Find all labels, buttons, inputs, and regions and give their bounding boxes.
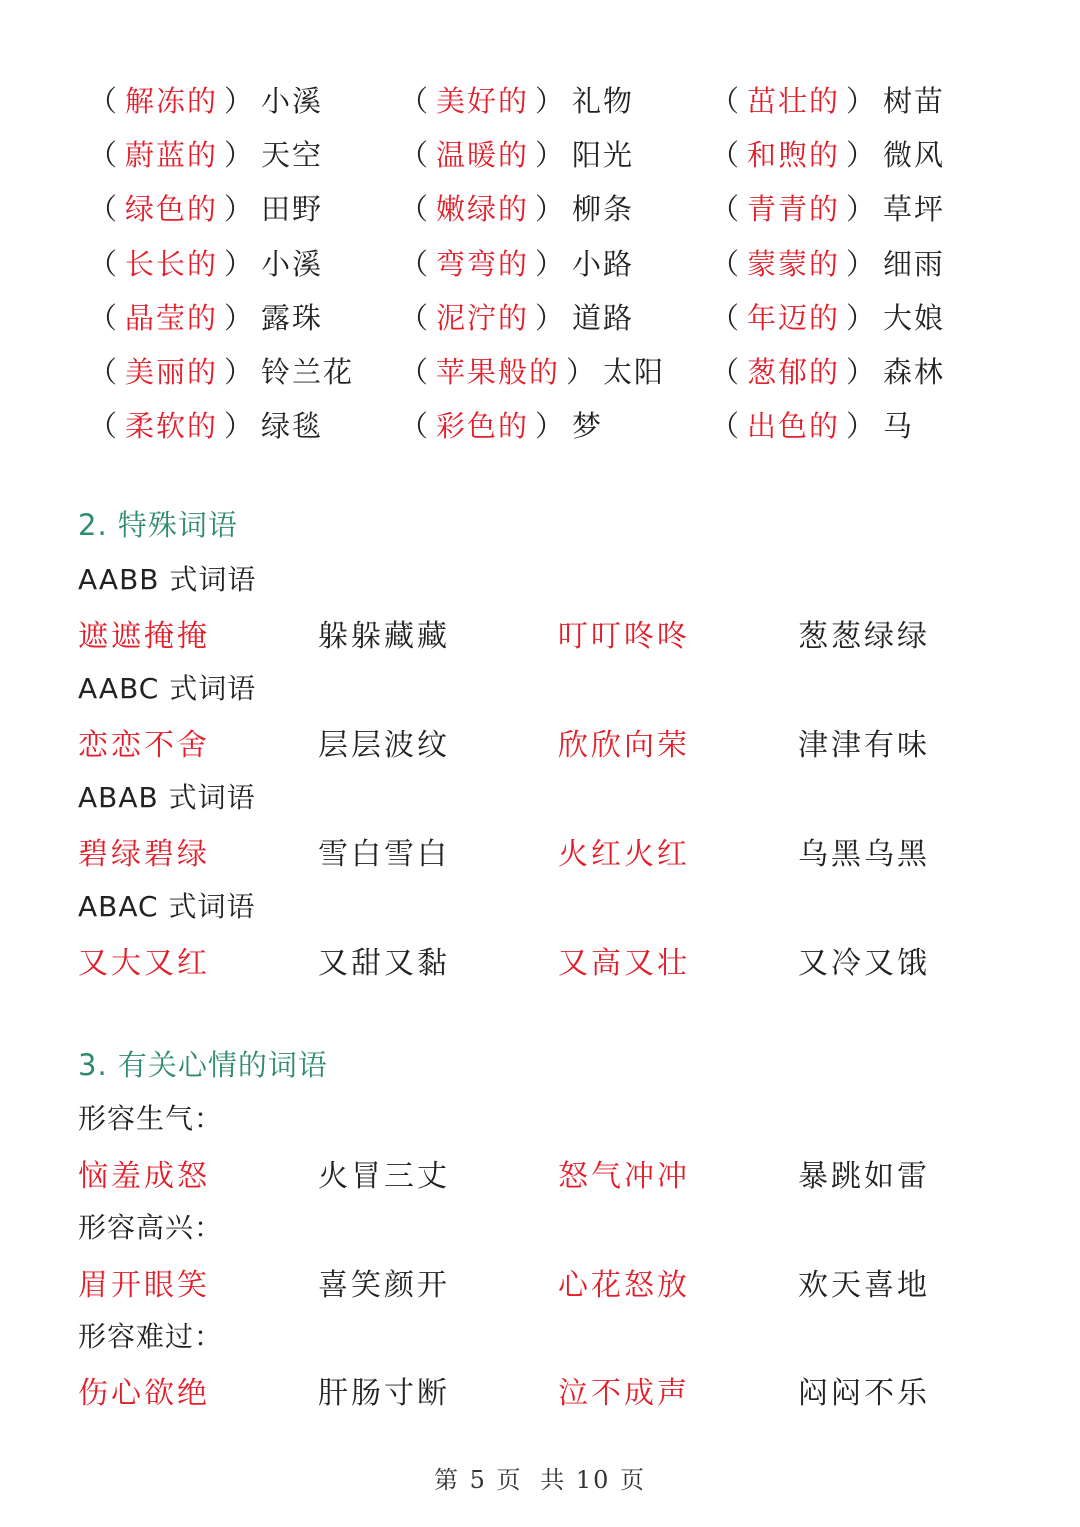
phrase-item (710, 296, 1021, 337)
aabc-word-row (78, 720, 1038, 764)
close-paren: ） (846, 192, 878, 227)
phrase-item (88, 350, 399, 391)
word-item: 层层波纹 (318, 728, 450, 763)
open-paren: （ (88, 355, 120, 390)
close-paren: ） (224, 246, 256, 281)
phrase-item (399, 187, 710, 228)
close-paren: ） (224, 137, 256, 172)
close-paren: ） (535, 300, 567, 335)
close-paren: ） (566, 355, 598, 390)
adjective: 绿色的 (125, 192, 219, 227)
open-paren: （ (710, 409, 742, 444)
open-paren: （ (88, 300, 120, 335)
noun: 微风 (883, 137, 946, 172)
noun: 小溪 (261, 83, 324, 118)
open-paren: （ (88, 83, 120, 118)
open-paren: （ (399, 137, 431, 172)
aabc-label: AABC 式词语 (78, 672, 257, 705)
noun: 铃兰花 (261, 355, 355, 390)
total-page-count: 共 10 页 (540, 1466, 646, 1494)
word-item: 葱葱绿绿 (798, 619, 930, 654)
section-2-title: 2. 特殊词语 (78, 508, 238, 542)
word-item: 伤心欲绝 (78, 1376, 210, 1411)
word-item: 肝肠寸断 (318, 1376, 450, 1411)
close-paren: ） (224, 83, 256, 118)
open-paren: （ (710, 300, 742, 335)
current-page-number: 第 5 页 (434, 1466, 523, 1494)
noun: 露珠 (261, 300, 324, 335)
word-item: 叮叮咚咚 (558, 619, 690, 654)
adjective: 和煦的 (747, 137, 841, 172)
phrase-item (710, 133, 1021, 174)
phrase-item (399, 242, 710, 283)
open-paren: （ (710, 355, 742, 390)
word-item: 眉开眼笑 (78, 1268, 210, 1303)
close-paren: ） (535, 246, 567, 281)
phrase-item (399, 79, 710, 120)
phrase-item (710, 242, 1021, 283)
word-item: 乌黑乌黑 (798, 837, 930, 872)
aabb-word-row (78, 611, 1038, 655)
word-item: 喜笑颜开 (318, 1268, 450, 1303)
word-item: 雪白雪白 (318, 837, 450, 872)
phrase-item (710, 350, 1021, 391)
phrase-row (88, 235, 1048, 289)
word-item: 津津有味 (798, 728, 930, 763)
word-item: 泣不成声 (558, 1376, 690, 1411)
word-item: 又冷又饿 (798, 946, 930, 981)
open-paren: （ (710, 192, 742, 227)
adjective: 柔软的 (125, 409, 219, 444)
noun: 小溪 (261, 246, 324, 281)
word-item: 欣欣向荣 (558, 728, 690, 763)
close-paren: ） (224, 409, 256, 444)
phrase-item (88, 133, 399, 174)
word-item: 火冒三丈 (318, 1159, 450, 1194)
sad-word-row (78, 1368, 1038, 1412)
noun: 马 (883, 409, 915, 444)
open-paren: （ (399, 83, 431, 118)
open-paren: （ (399, 409, 431, 444)
aabb-label: AABB 式词语 (78, 563, 257, 596)
word-item: 心花怒放 (558, 1268, 690, 1303)
adjective: 嫩绿的 (436, 192, 530, 227)
noun: 田野 (261, 192, 324, 227)
close-paren: ） (535, 409, 567, 444)
page-footer (0, 1460, 1080, 1495)
phrase-item (88, 187, 399, 228)
adjective: 长长的 (125, 246, 219, 281)
adjective: 温暖的 (436, 137, 530, 172)
open-paren: （ (710, 83, 742, 118)
noun: 梦 (572, 409, 604, 444)
adjective: 苹果般的 (436, 355, 561, 390)
close-paren: ） (535, 137, 567, 172)
noun: 绿毯 (261, 409, 324, 444)
adjective: 茁壮的 (747, 83, 841, 118)
word-item: 又高又壮 (558, 946, 690, 981)
noun: 大娘 (883, 300, 946, 335)
word-item: 怒气冲冲 (558, 1159, 690, 1194)
adjective: 出色的 (747, 409, 841, 444)
close-paren: ） (846, 137, 878, 172)
abac-word-row (78, 938, 1038, 982)
adjective: 解冻的 (125, 83, 219, 118)
noun: 阳光 (572, 137, 635, 172)
noun: 细雨 (883, 246, 946, 281)
word-item: 火红火红 (558, 837, 690, 872)
open-paren: （ (399, 192, 431, 227)
phrase-item (399, 350, 710, 391)
phrase-row (88, 289, 1048, 343)
adjective: 美丽的 (125, 355, 219, 390)
close-paren: ） (846, 83, 878, 118)
adjective: 葱郁的 (747, 355, 841, 390)
open-paren: （ (399, 246, 431, 281)
phrase-item (88, 242, 399, 283)
close-paren: ） (846, 355, 878, 390)
phrase-row (88, 398, 1048, 452)
phrase-item (399, 296, 710, 337)
noun: 森林 (883, 355, 946, 390)
word-item: 恼羞成怒 (78, 1159, 210, 1194)
phrase-item (88, 79, 399, 120)
close-paren: ） (846, 246, 878, 281)
abac-label: ABAC 式词语 (78, 890, 256, 923)
noun: 天空 (261, 137, 324, 172)
open-paren: （ (88, 409, 120, 444)
adjective: 年迈的 (747, 300, 841, 335)
open-paren: （ (399, 355, 431, 390)
word-item: 遮遮掩掩 (78, 619, 210, 654)
phrase-item (710, 79, 1021, 120)
abab-word-row (78, 829, 1038, 873)
close-paren: ） (846, 300, 878, 335)
happy-label: 形容高兴： (78, 1211, 224, 1244)
word-item: 恋恋不舍 (78, 728, 210, 763)
close-paren: ） (224, 355, 256, 390)
noun: 小路 (572, 246, 635, 281)
noun: 草坪 (883, 192, 946, 227)
close-paren: ） (224, 300, 256, 335)
adjective: 弯弯的 (436, 246, 530, 281)
abab-label: ABAB 式词语 (78, 781, 256, 814)
close-paren: ） (224, 192, 256, 227)
phrase-row (88, 72, 1048, 126)
word-item: 躲躲藏藏 (318, 619, 450, 654)
open-paren: （ (88, 137, 120, 172)
phrase-item (88, 404, 399, 445)
adjective: 美好的 (436, 83, 530, 118)
phrase-item (88, 296, 399, 337)
adjective: 青青的 (747, 192, 841, 227)
noun: 道路 (572, 300, 635, 335)
noun: 树苗 (883, 83, 946, 118)
word-item: 又大又红 (78, 946, 210, 981)
open-paren: （ (710, 137, 742, 172)
section-3-title: 3. 有关心情的词语 (78, 1048, 328, 1082)
word-item: 闷闷不乐 (798, 1376, 930, 1411)
happy-word-row (78, 1260, 1038, 1304)
close-paren: ） (535, 192, 567, 227)
angry-label: 形容生气： (78, 1102, 224, 1135)
phrase-item (710, 187, 1021, 228)
word-item: 暴跳如雷 (798, 1159, 930, 1194)
phrase-row (88, 181, 1048, 235)
phrase-item (399, 133, 710, 174)
phrase-row (88, 343, 1048, 397)
adjective: 彩色的 (436, 409, 530, 444)
close-paren: ） (846, 409, 878, 444)
adjective: 蒙蒙的 (747, 246, 841, 281)
open-paren: （ (710, 246, 742, 281)
noun: 礼物 (572, 83, 635, 118)
phrase-item (399, 404, 710, 445)
noun: 太阳 (603, 355, 666, 390)
noun: 柳条 (572, 192, 635, 227)
adjective: 蔚蓝的 (125, 137, 219, 172)
word-item: 又甜又黏 (318, 946, 450, 981)
open-paren: （ (399, 300, 431, 335)
word-item: 碧绿碧绿 (78, 837, 210, 872)
open-paren: （ (88, 246, 120, 281)
phrase-item (710, 404, 1021, 445)
phrase-row (88, 126, 1048, 180)
close-paren: ） (535, 83, 567, 118)
sad-label: 形容难过： (78, 1320, 224, 1353)
open-paren: （ (88, 192, 120, 227)
adjective: 泥泞的 (436, 300, 530, 335)
angry-word-row (78, 1151, 1038, 1195)
adjective-phrase-grid (88, 72, 1048, 452)
word-item: 欢天喜地 (798, 1268, 930, 1303)
adjective: 晶莹的 (125, 300, 219, 335)
